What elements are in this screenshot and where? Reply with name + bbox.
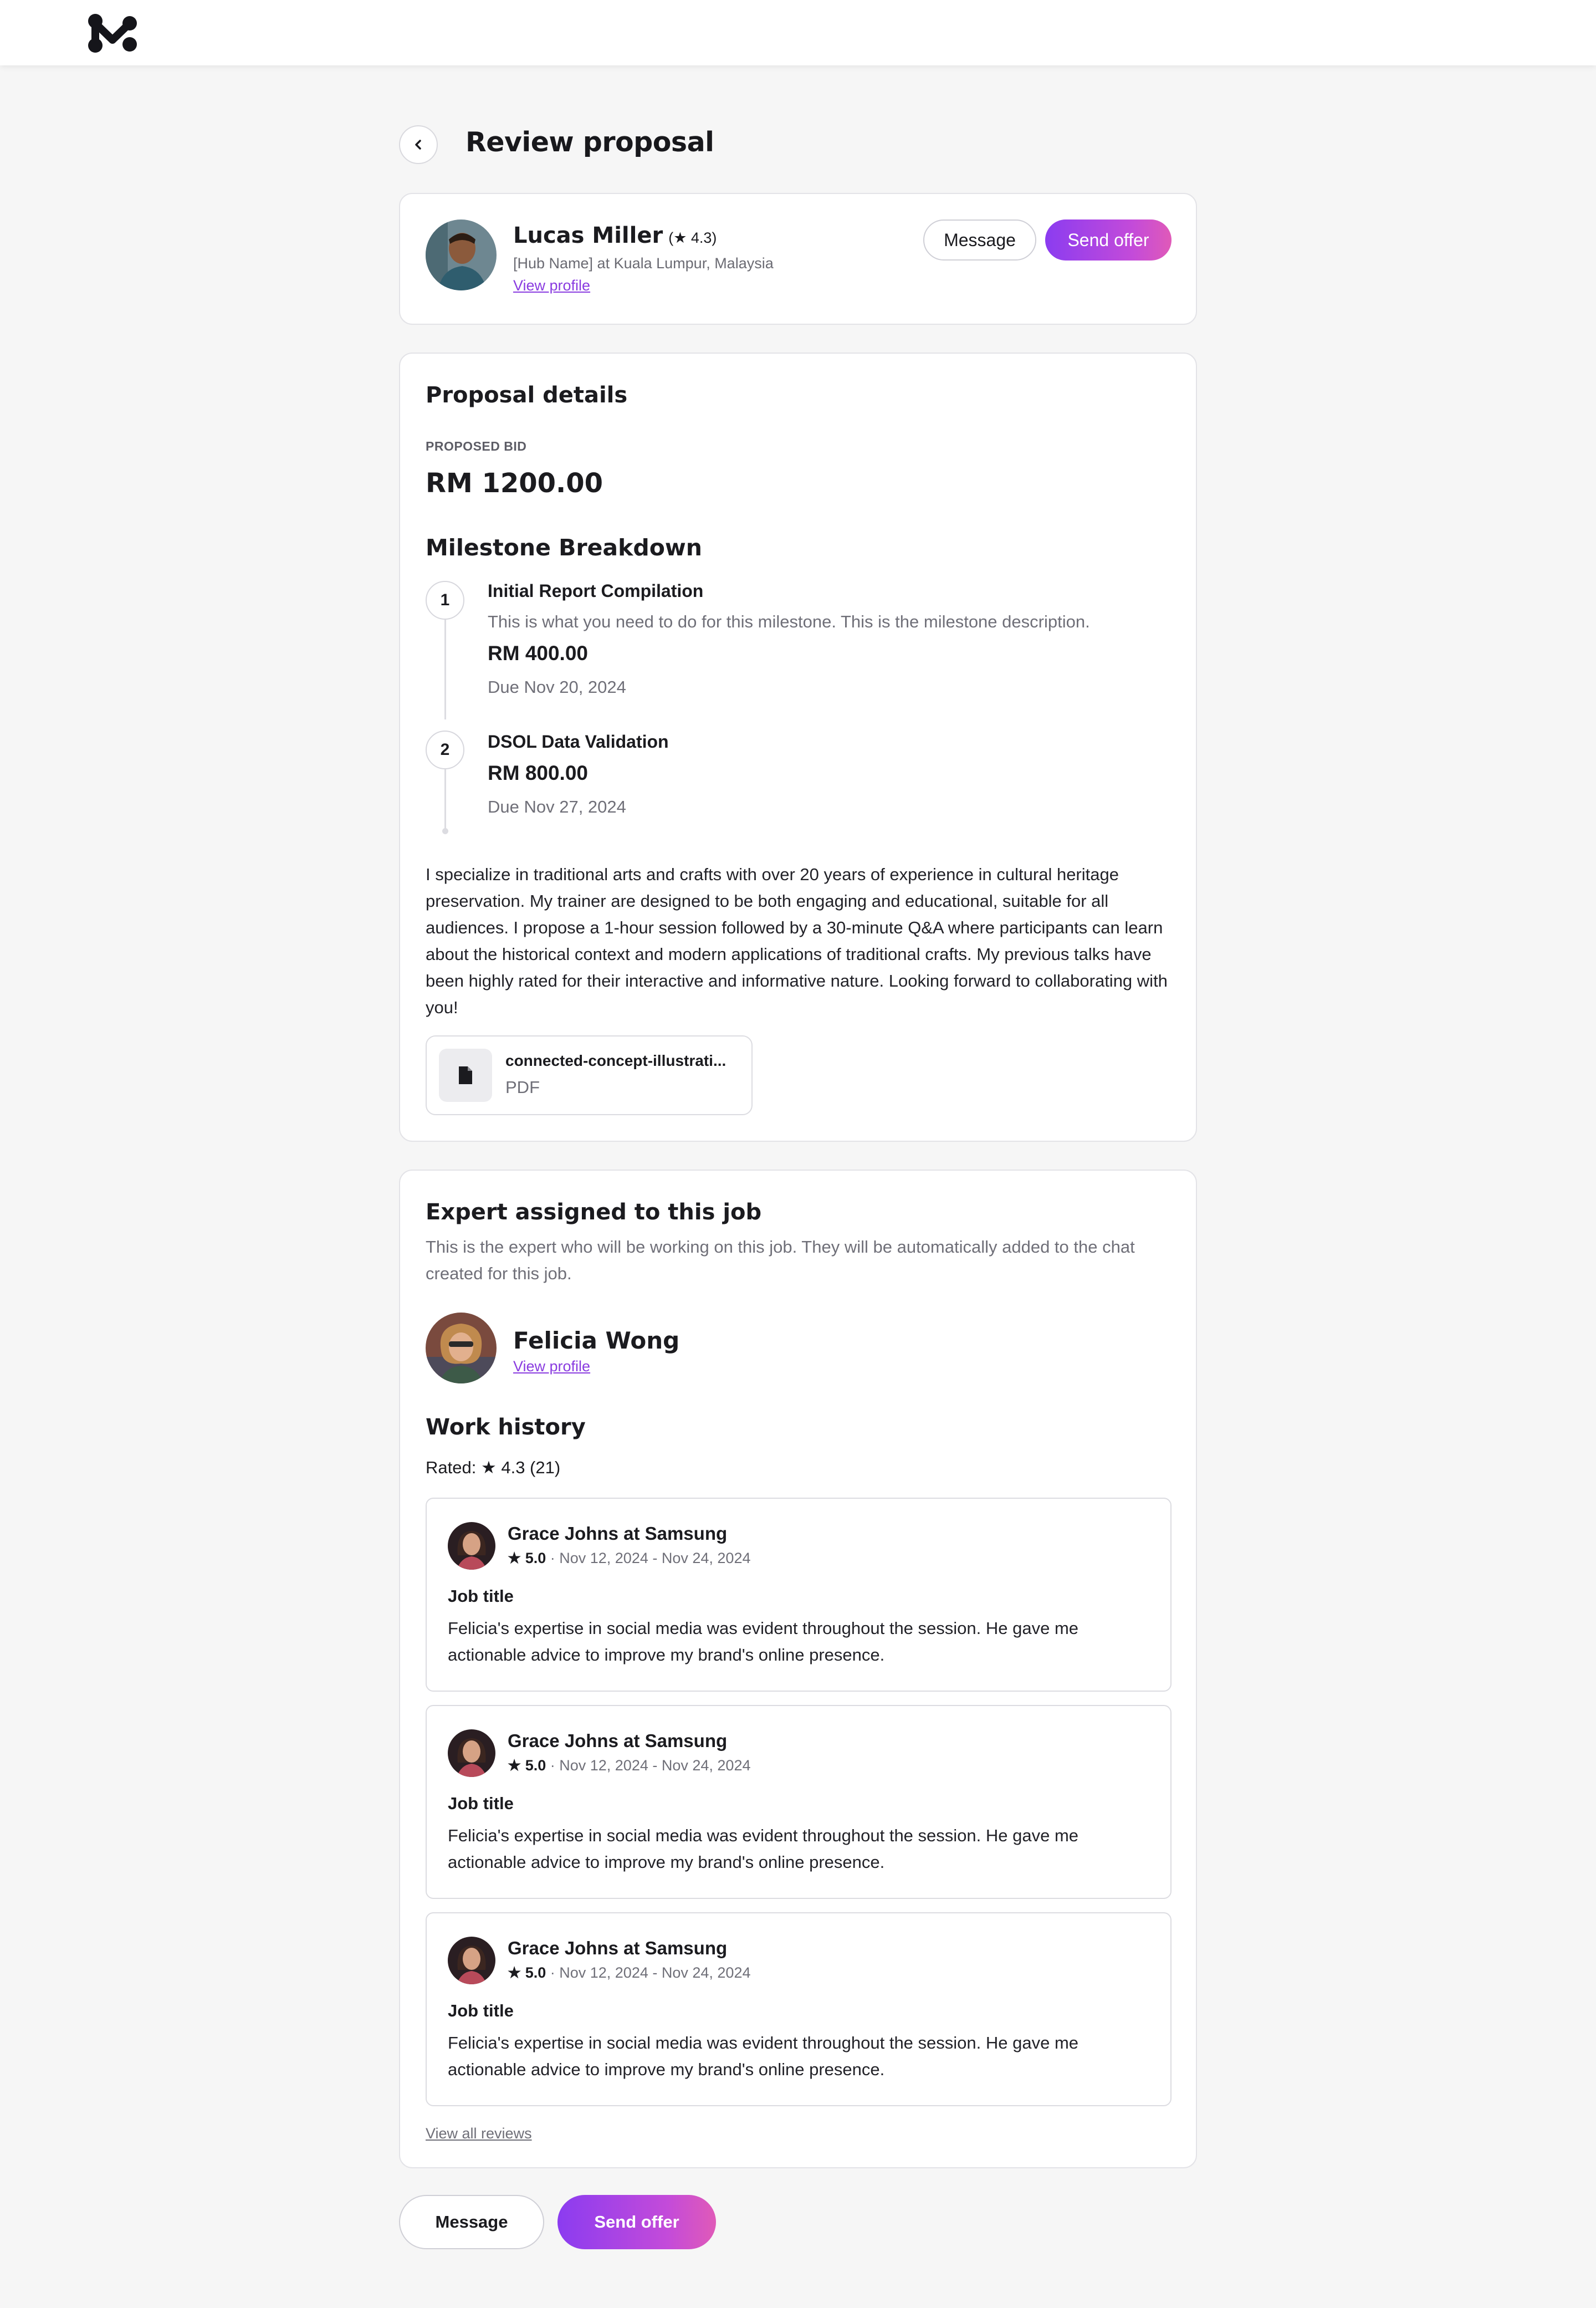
- footer-message-button[interactable]: Message: [399, 2195, 544, 2249]
- attachment-type: PDF: [505, 1078, 540, 1097]
- review-card: [426, 1705, 1172, 1899]
- footer-send-offer-button[interactable]: Send offer: [557, 2195, 716, 2249]
- reviewer-name: Grace Johns at Samsung: [508, 1523, 728, 1544]
- review-dates: · Nov 12, 2024 - Nov 24, 2024: [546, 1550, 751, 1566]
- back-button[interactable]: [399, 125, 438, 164]
- review-meta: [508, 1964, 750, 1982]
- avatar[interactable]: [426, 219, 497, 290]
- review-job-title: Job title: [448, 1586, 514, 1606]
- review-score: ★ 5.0: [508, 1964, 546, 1981]
- reviewer-name: Grace Johns at Samsung: [508, 1730, 728, 1751]
- milestone-description: This is what you need to do for this milestone. This is the milestone description.: [488, 612, 1090, 631]
- proposer-location: [Hub Name] at Kuala Lumpur, Malaysia: [513, 255, 774, 272]
- page-header: [399, 123, 1197, 165]
- view-profile-link[interactable]: View profile: [513, 1358, 591, 1375]
- expert-description: This is the expert who will be working on this job. They will be automatically added to the chat created for this job.: [426, 1237, 1135, 1283]
- proposer-name-line: [513, 223, 717, 248]
- milestone-due-date: Due Nov 20, 2024: [488, 677, 626, 697]
- proposer-card: [399, 193, 1197, 325]
- review-text: Felicia's expertise in social media was evident throughout the session. He gave me actionable advice to improve my brand's online presence.: [448, 1826, 1079, 1872]
- milestone-end-dot: [442, 828, 448, 834]
- milestones-title: Milestone Breakdown: [426, 534, 702, 561]
- milestone-connector: [444, 769, 446, 830]
- review-job-title: Job title: [448, 1794, 514, 1813]
- review-job-title: Job title: [448, 2001, 514, 2020]
- page-title: Review proposal: [466, 126, 714, 158]
- review-text: Felicia's expertise in social media was evident throughout the session. He gave me actionable advice to improve my brand's online presence.: [448, 1618, 1079, 1664]
- work-history-title: Work history: [426, 1415, 586, 1440]
- proposer-rating: (★ 4.3): [668, 229, 717, 246]
- expert-name: Felicia Wong: [513, 1327, 680, 1354]
- milestone-title: DSOL Data Validation: [488, 732, 669, 752]
- rating-summary: Rated: ★ 4.3 (21): [426, 1458, 561, 1477]
- avatar: [448, 1522, 495, 1570]
- view-all-reviews-link[interactable]: View all reviews: [426, 2125, 532, 2142]
- view-profile-link[interactable]: View profile: [513, 277, 591, 294]
- milestone-connector: [444, 620, 446, 719]
- review-text: Felicia's expertise in social media was evident throughout the session. He gave me actionable advice to improve my brand's online presence.: [448, 2033, 1079, 2079]
- review-dates: · Nov 12, 2024 - Nov 24, 2024: [546, 1964, 751, 1981]
- cover-letter: I specialize in traditional arts and crafts with over 20 years of experience in cultural heritage preservation. My trainer are designed to be both engaging and educational, suitable for all audiences. I propose a 1-hour session followed by a 30-minute Q&A where participants can learn about the historical context and modern applications of traditional crafts. My previous talks have been highly rated for their interactive and informative nature. Looking forward to collaborating with you!: [426, 865, 1168, 1017]
- milestone-due-date: Due Nov 27, 2024: [488, 797, 626, 816]
- milestone-title: Initial Report Compilation: [488, 581, 704, 601]
- chevron-left-icon: [411, 137, 426, 152]
- proposal-details-card: [399, 353, 1197, 1142]
- milestone-amount: RM 400.00: [488, 642, 588, 665]
- avatar: [448, 1729, 495, 1777]
- avatar: [448, 1937, 495, 1984]
- attachment-card[interactable]: [426, 1035, 753, 1115]
- review-meta: [508, 1757, 750, 1774]
- reviewer-name: Grace Johns at Samsung: [508, 1938, 728, 1958]
- section-title: Proposal details: [426, 382, 628, 408]
- review-dates: · Nov 12, 2024 - Nov 24, 2024: [546, 1757, 751, 1774]
- review-score: ★ 5.0: [508, 1757, 546, 1774]
- message-button[interactable]: Message: [923, 219, 1036, 261]
- review-card: [426, 1912, 1172, 2106]
- bid-value: RM 1200.00: [426, 468, 603, 499]
- milestone-number: 2: [426, 731, 464, 769]
- section-title: Expert assigned to this job: [426, 1199, 762, 1225]
- send-offer-button[interactable]: Send offer: [1045, 219, 1172, 261]
- bid-label: PROPOSED BID: [426, 439, 527, 453]
- milestone-amount: RM 800.00: [488, 762, 588, 784]
- brand-logo[interactable]: [86, 11, 139, 54]
- attachment-name: connected-concept-illustrati...: [505, 1052, 727, 1069]
- avatar[interactable]: [426, 1313, 497, 1383]
- top-bar: [0, 0, 1596, 65]
- review-card: [426, 1498, 1172, 1692]
- review-score: ★ 5.0: [508, 1550, 546, 1566]
- proposer-name: Lucas Miller: [513, 223, 663, 248]
- expert-card: [399, 1170, 1197, 2168]
- review-meta: [508, 1550, 750, 1567]
- file-icon: [439, 1049, 492, 1102]
- milestone-number: 1: [426, 581, 464, 620]
